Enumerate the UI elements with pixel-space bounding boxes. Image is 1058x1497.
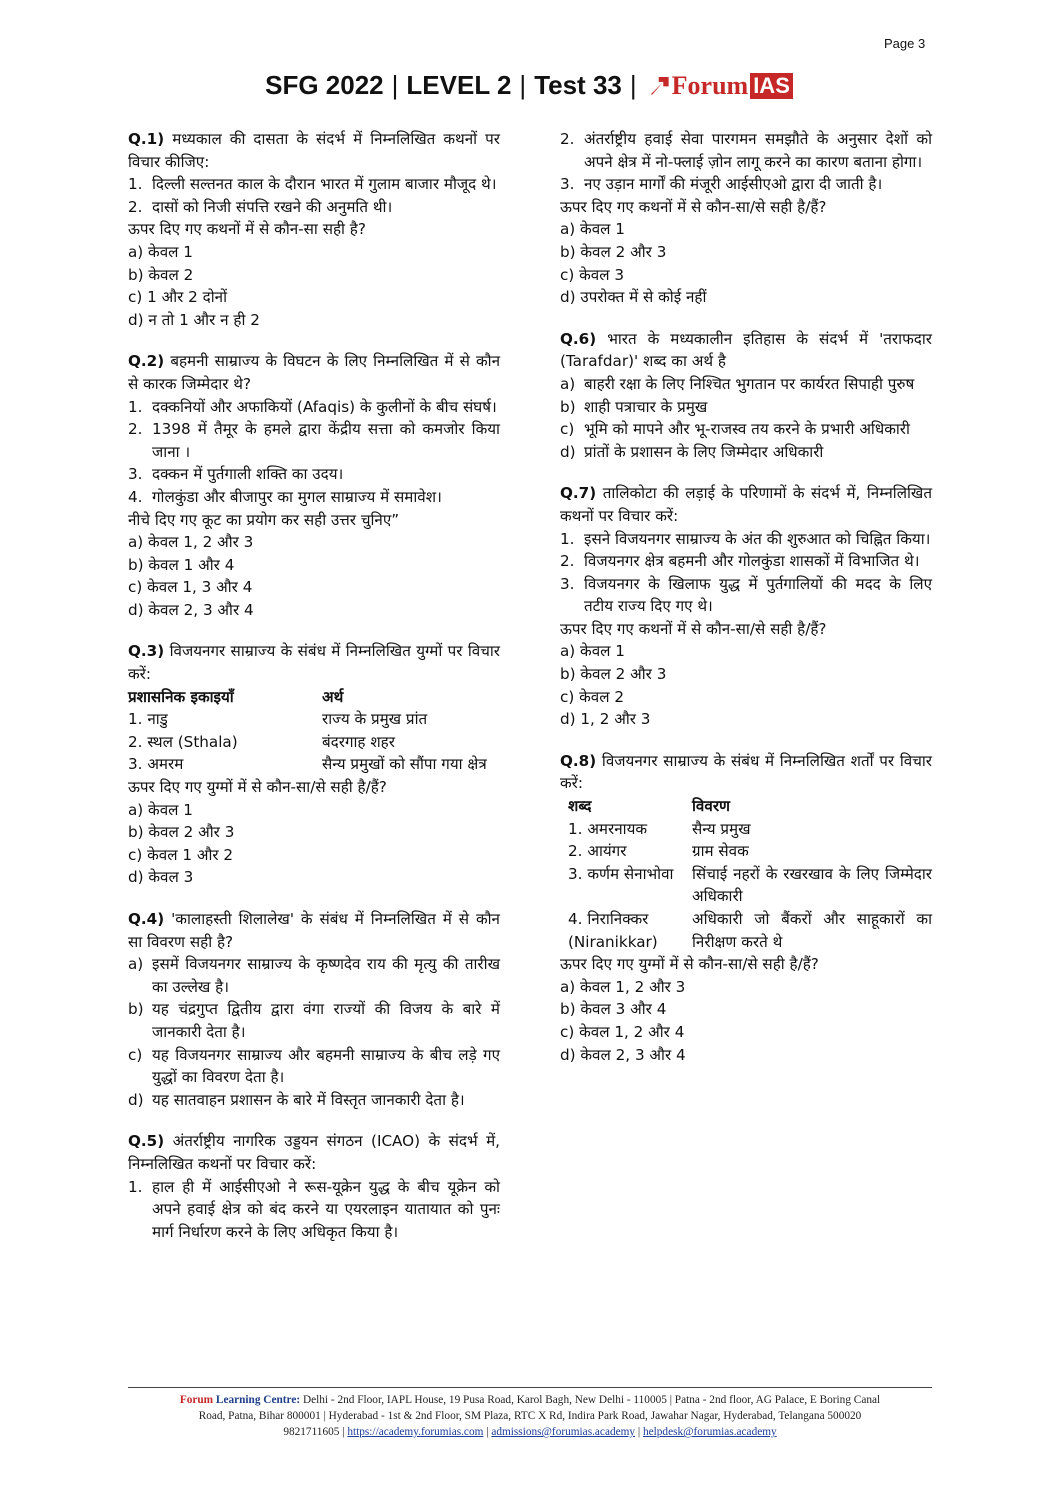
page-header xyxy=(0,70,1058,106)
statement: 3. नए उड़ान मार्गों की मंजूरी आईसीएओ द्वारा दी जाती है। xyxy=(560,175,883,194)
table-cell: 3. अमरम xyxy=(128,755,184,774)
question-number: Q.4) xyxy=(128,910,165,928)
right-column xyxy=(560,128,932,1085)
question-1 xyxy=(128,128,500,331)
table-cell: सैन्य प्रमुख xyxy=(692,819,751,838)
option: d) 1, 2 और 3 xyxy=(560,710,651,729)
statement: 1. इसने विजयनगर साम्राज्य के अंत की शुरुआत को चिह्नित किया। xyxy=(560,529,931,548)
option: a) केवल 1 xyxy=(560,642,625,661)
option: c) केवल 1 और 2 xyxy=(128,845,234,864)
question-prompt: ऊपर दिए गए कथनों में से कौन-सा सही है? xyxy=(128,220,366,239)
page-number: Page 3 xyxy=(884,36,926,51)
table-cell: बंदरगाह शहर xyxy=(322,732,395,751)
question-text: विजयनगर साम्राज्य के संबंध में निम्नलिखित युग्मों पर विचार करें: xyxy=(128,642,501,684)
logo-forum-text: Forum xyxy=(671,70,749,100)
question-prompt: नीचे दिए गए कूट का प्रयोग कर सही उत्तर चुनिए” xyxy=(128,510,400,529)
terms-table xyxy=(560,795,932,953)
table-cell: 4. निरानिक्कर (Niranikkar) xyxy=(568,910,658,951)
option: c) यह विजयनगर साम्राज्य और बहमनी साम्राज्य के बीच लड़े गए युद्धों का विवरण देता है। xyxy=(128,1045,500,1087)
question-number: Q.3) xyxy=(128,642,165,661)
arrow-icon xyxy=(651,77,669,95)
table-cell: अधिकारी जो बैंकरों और साहूकारों का निरीक्षण करते थे xyxy=(692,910,932,951)
question-3 xyxy=(128,640,500,889)
header-separator: | xyxy=(519,70,527,100)
statement: 1. दक्कनियों और अफाकियों (Afaqis) के कुलीनों के बीच संघर्ष। xyxy=(128,397,497,416)
test-title: Test 33 xyxy=(534,70,622,100)
question-prompt: ऊपर दिए गए कथनों में से कौन-सा/से सही है/हैं? xyxy=(560,197,827,216)
option: b) शाही पत्राचार के प्रमुख xyxy=(560,397,708,416)
question-2 xyxy=(128,350,500,621)
question-text: 'कालाहस्ती शिलालेख' के संबंध में निम्नलिखित में से कौन सा विवरण सही है? xyxy=(128,910,500,951)
option: b) केवल 2 और 3 xyxy=(560,665,667,684)
option: a) बाहरी रक्षा के लिए निश्चित भुगतान पर कार्यरत सिपाही पुरुष xyxy=(560,374,915,393)
option: d) न तो 1 और न ही 2 xyxy=(128,310,260,329)
left-column xyxy=(128,128,500,1262)
footer-address: Road, Patna, Bihar 800001 | Hyderabad - 1st & 2nd Floor, SM Plaza, RTC X Rd, Indira Park Road, Jawahar Nagar, Hyderabad, Telangana 500020 xyxy=(198,1410,862,1422)
question-text: भारत के मध्यकालीन इतिहास के संदर्भ में 'तराफदार (Tarafdar)' शब्द का अर्थ है xyxy=(560,329,932,371)
option: a) केवल 1 xyxy=(128,242,193,261)
option: c) केवल 1, 2 और 4 xyxy=(560,1022,685,1041)
option: d) यह सातवाहन प्रशासन के बारे में विस्तृत जानकारी देता है। xyxy=(128,1090,465,1109)
page-footer: Forum Learning Centre: Delhi - 2nd Floor, IAPL House, 19 Pusa Road, Karol Bagh, New Delhi - 110005 | Patna - 2nd floor, AG Palace, E Boring Canal Road, Patna, Bihar 800001 | Hyderabad - 1st & 2nd Floor, SM Plaza, RTC X Rd, Indira Park Road, Jawahar Nagar, Hyderabad, Telangana 500020 9821711605 | https://academy.forumias.com | admissions@forumias.academy | helpdesk@forumias.academy xyxy=(128,1387,932,1440)
forumias-logo xyxy=(651,71,793,101)
question-number: Q.7) xyxy=(560,484,597,503)
option: b) यह चंद्रगुप्त द्वितीय द्वारा वंगा राज्यों की विजय के बारे में जानकारी देता है। xyxy=(128,1000,500,1041)
statement: 2. दासों को निजी संपत्ति रखने की अनुमति थी। xyxy=(128,197,393,216)
question-5-continued xyxy=(560,128,932,309)
footer-address: Delhi - 2nd Floor, IAPL House, 19 Pusa Road, Karol Bagh, New Delhi - 110005 | Patna - 2nd floor, AG Palace, E Boring Canal xyxy=(302,1394,881,1406)
helpdesk-email-link[interactable]: helpdesk@forumias.academy xyxy=(642,1426,777,1438)
question-prompt: ऊपर दिए गए कथनों में से कौन-सा/से सही है/हैं? xyxy=(560,619,827,638)
table-header: प्रशासनिक इकाइयाँ xyxy=(128,687,234,706)
table-header: विवरण xyxy=(692,797,731,816)
question-number: Q.5) xyxy=(128,1132,165,1151)
table-cell: राज्य के प्रमुख प्रांत xyxy=(322,710,428,729)
question-7 xyxy=(560,482,932,731)
option: c) 1 और 2 दोनों xyxy=(128,288,228,307)
table-header: अर्थ xyxy=(322,687,344,706)
program-title: SFG 2022 xyxy=(265,70,384,100)
option: c) केवल 2 xyxy=(560,687,624,706)
statement: 1. हाल ही में आईसीएओ ने रूस-यूक्रेन युद्ध के बीच यूक्रेन को अपने हवाई क्षेत्र को बंद करने या एयरलाइन यातायात को पुनः मार्ग निर्धारण करने के लिए अधिकृत किया है। xyxy=(128,1177,500,1241)
option: d) उपरोक्त में से कोई नहीं xyxy=(560,288,707,307)
question-number: Q.6) xyxy=(560,329,597,348)
question-prompt: ऊपर दिए गए युग्मों में से कौन-सा/से सही है/हैं? xyxy=(560,955,819,974)
table-cell: 1. नाडु xyxy=(128,710,168,729)
question-prompt: ऊपर दिए गए युग्मों में से कौन-सा/से सही है/हैं? xyxy=(128,778,387,797)
question-number: Q.2) xyxy=(128,352,165,371)
question-4 xyxy=(128,908,500,1111)
option: b) केवल 2 xyxy=(128,265,194,284)
option: b) केवल 3 और 4 xyxy=(560,1000,667,1019)
option: a) केवल 1, 2 और 3 xyxy=(128,533,254,552)
question-number: Q.8) xyxy=(560,751,597,770)
admissions-email-link[interactable]: admissions@forumias.academy xyxy=(491,1426,636,1438)
level-title: LEVEL 2 xyxy=(406,70,512,100)
table-cell: 1. अमरनायक xyxy=(568,819,648,838)
option: b) केवल 1 और 4 xyxy=(128,555,235,574)
option: a) केवल 1, 2 और 3 xyxy=(560,977,686,996)
table-cell: 2. आयंगर xyxy=(568,842,627,861)
table-header: शब्द xyxy=(568,797,592,816)
option: b) केवल 2 और 3 xyxy=(128,823,235,842)
option: d) केवल 3 xyxy=(128,868,194,887)
statement: 3. दक्कन में पुर्तगाली शक्ति का उदय। xyxy=(128,465,344,484)
statement: 3. विजयनगर के खिलाफ युद्ध में पुर्तगालियों की मदद के लिए तटीय राज्य दिए गए थे। xyxy=(560,574,932,616)
option: c) केवल 1, 3 और 4 xyxy=(128,578,253,597)
option: d) केवल 2, 3 और 4 xyxy=(560,1045,686,1064)
question-text: मध्यकाल की दासता के संदर्भ में निम्नलिखित कथनों पर विचार कीजिए: xyxy=(128,130,500,171)
option: a) केवल 1 xyxy=(560,220,625,239)
statement: 2. विजयनगर क्षेत्र बहमनी और गोलकुंडा शासकों में विभाजित थे। xyxy=(560,552,920,571)
option: a) केवल 1 xyxy=(128,800,193,819)
header-separator: | xyxy=(629,70,637,100)
statement: 2. 1398 में तैमूर के हमले द्वारा केंद्रीय सत्ता को कमजोर किया जाना । xyxy=(128,420,500,461)
statement: 2. अंतर्राष्ट्रीय हवाई सेवा पारगमन समझौते के अनुसार देशों को अपने क्षेत्र में नो-फ्लाई ज़ोन लागू करने का कारण बताना होगा। xyxy=(560,130,932,171)
table-cell: सिंचाई नहरों के रखरखाव के लिए जिम्मेदार अधिकारी xyxy=(692,864,932,906)
footer-phone: 9821711605 xyxy=(283,1426,340,1438)
logo-ias-text: IAS xyxy=(750,73,793,99)
question-text: बहमनी साम्राज्य के विघटन के लिए निम्नलिखित में से कौन से कारक जिम्मेदार थे? xyxy=(128,352,500,393)
question-text: तालिकोटा की लड़ाई के परिणामों के संदर्भ में, निम्नलिखित कथनों पर विचार करें: xyxy=(560,484,933,525)
question-text: विजयनगर साम्राज्य के संबंध में निम्नलिखित शर्तों पर विचार करें: xyxy=(560,751,932,793)
question-8 xyxy=(560,750,932,1066)
table-cell: ग्राम सेवक xyxy=(692,842,749,861)
header-separator: | xyxy=(391,70,399,100)
option: d) प्रांतों के प्रशासन के लिए जिम्मेदार अधिकारी xyxy=(560,442,824,461)
academy-link[interactable]: https://academy.forumias.com xyxy=(347,1426,484,1438)
option: c) केवल 3 xyxy=(560,265,624,284)
table-cell: 3. कर्णम सेनाभोवा xyxy=(568,864,674,883)
option: c) भूमि को मापने और भू-राजस्व तय करने के प्रभारी अधिकारी xyxy=(560,420,910,439)
statement: 4. गोलकुंडा और बीजापुर का मुगल साम्राज्य में समावेश। xyxy=(128,487,442,506)
question-5 xyxy=(128,1130,500,1243)
option: d) केवल 2, 3 और 4 xyxy=(128,600,254,619)
table-cell: सैन्य प्रमुखों को सौंपा गया क्षेत्र xyxy=(322,755,487,774)
option: b) केवल 2 और 3 xyxy=(560,242,667,261)
table-cell: 2. स्थल (Sthala) xyxy=(128,732,238,751)
statement: 1. दिल्ली सल्तनत काल के दौरान भारत में गुलाम बाजार मौजूद थे। xyxy=(128,175,497,194)
question-text: अंतर्राष्ट्रीय नागरिक उड्डयन संगठन (ICAO) के संदर्भ में, निम्नलिखित कथनों पर विचार करें: xyxy=(128,1132,500,1173)
question-6 xyxy=(560,328,932,464)
option: a) इसमें विजयनगर साम्राज्य के कृष्णदेव राय की मृत्यु की तारीख का उल्लेख है। xyxy=(128,955,500,996)
footer-brand: Forum Learning Centre: xyxy=(179,1394,301,1406)
pairs-table xyxy=(128,686,500,776)
question-number: Q.1) xyxy=(128,130,165,148)
